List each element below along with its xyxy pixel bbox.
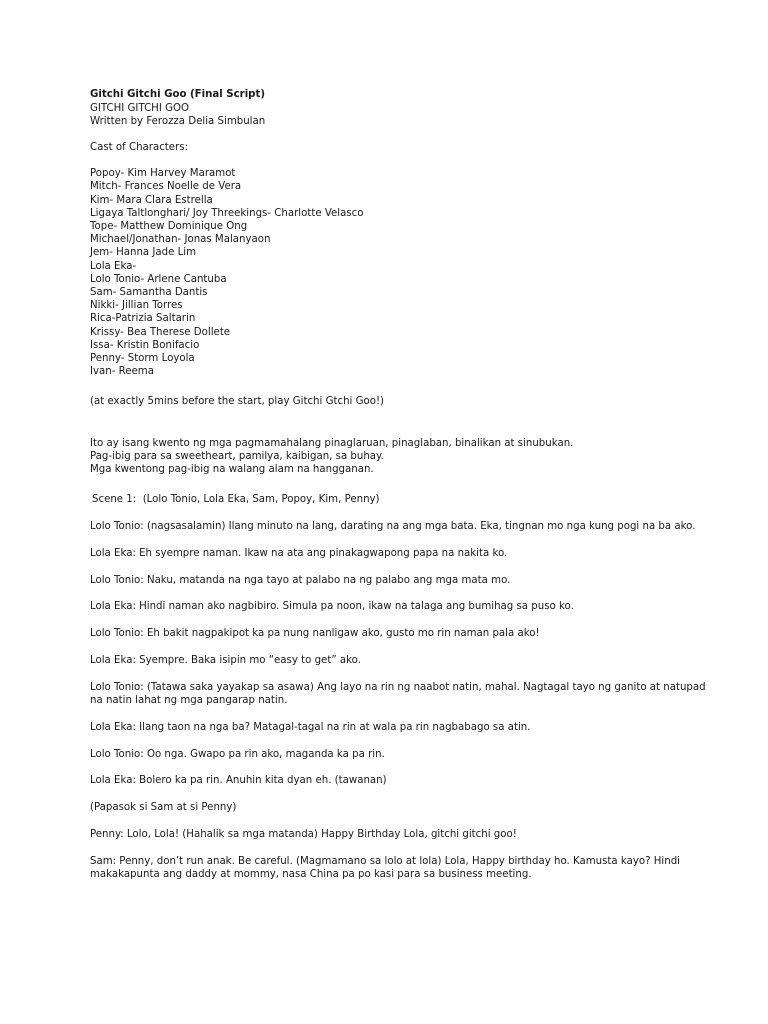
intro-paragraph	[90, 437, 710, 477]
dialogue-line	[90, 801, 710, 814]
cast-entry: Issa- Kristin Bonifacio	[90, 339, 200, 351]
dialogue-line	[90, 627, 710, 640]
dialogue-text: Lola Eka: Syempre. Baka isipin mo “easy to get” ako.	[90, 654, 361, 666]
cast-entry: Lolo Tonio- Arlene Cantuba	[90, 273, 227, 285]
document-subtitle: GITCHI GITCHI GOO	[90, 102, 190, 114]
scene-heading: Scene 1: (Lolo Tonio, Lola Eka, Sam, Popoy, Kim, Penny)	[92, 494, 380, 506]
dialogue-line	[90, 828, 710, 841]
cast-entry: Michael/Jonathan- Jonas Malanyaon	[90, 234, 271, 246]
cast-entry: Ligaya Taltlonghari/ Joy Threekings- Charlotte Velasco	[90, 207, 364, 219]
cast-entry: Kim- Mara Clara Estrella	[90, 194, 213, 206]
intro-line: Pag-ibig para sa sweetheart, pamilya, kaibigan, sa buhay.	[90, 450, 384, 462]
dialogue-line	[90, 748, 710, 761]
stage-note: (at exactly 5mins before the start, play Gitchi Gtchi Goo!)	[90, 396, 385, 408]
cast-entry: Ivan- Reema	[90, 366, 154, 378]
cast-entry: Jem- Hanna Jade Lim	[90, 247, 197, 259]
dialogue-text: Lola Eka: Bolero ka pa rin. Anuhin kita dyan eh. (tawanan)	[90, 775, 387, 787]
dialogue-text: Lola Eka: Eh syempre naman. Ikaw na ata ang pinakagwapong papa na nakita ko.	[90, 547, 508, 559]
dialogue-section	[90, 506, 710, 881]
dialogue-line	[90, 855, 710, 881]
document-page	[90, 88, 710, 881]
dialogue-line	[90, 654, 710, 667]
cast-entry: Sam- Samantha Dantis	[90, 286, 208, 298]
dialogue-text: makakapunta ang daddy at mommy, nasa China pa po kasi para sa business meeting.	[90, 868, 532, 880]
dialogue-text: Penny: Lolo, Lola! (Hahalik sa mga matanda) Happy Birthday Lola, gitchi gitchi goo!	[90, 828, 517, 840]
dialogue-text: Sam: Penny, don’t run anak. Be careful. (Magmamano sa lolo at lola) Lola, Happy birthday ho. Kamusta kayo? Hindi	[90, 855, 680, 867]
dialogue-line	[90, 547, 710, 560]
dialogue-text: Lola Eka: Ilang taon na nga ba? Matagal-tagal na rin at wala pa rin nagbabago sa atin.	[90, 721, 531, 733]
dialogue-line	[90, 600, 710, 613]
dialogue-text: Lolo Tonio: (Tatawa saka yayakap sa asawa) Ang layo na rin ng naabot natin, mahal. Nagtagal tayo ng ganito at natupad	[90, 681, 706, 693]
dialogue-text: Lola Eka: Hindi naman ako nagbibiro. Simula pa noon, ikaw na talaga ang bumihag sa puso ko.	[90, 601, 574, 613]
cast-heading: Cast of Characters:	[90, 141, 188, 153]
cast-entry: Popoy- Kim Harvey Maramot	[90, 168, 236, 180]
document-author: Written by Ferozza Delia Simbulan	[90, 115, 266, 127]
dialogue-text: Lolo Tonio: Oo nga. Gwapo pa rin ako, maganda ka pa rin.	[90, 748, 385, 760]
cast-entry: Mitch- Frances Noelle de Vera	[90, 181, 242, 193]
cast-entry: Nikki- Jillian Torres	[90, 300, 183, 312]
dialogue-line	[90, 774, 710, 787]
dialogue-line	[90, 721, 710, 734]
dialogue-text: Lolo Tonio: Naku, matanda na nga tayo at palabo na ng palabo ang mga mata mo.	[90, 574, 511, 586]
cast-entry: Lola Eka-	[90, 260, 137, 272]
cast-entry: Tope- Matthew Dominique Ong	[90, 220, 248, 232]
intro-line: Mga kwentong pag-ibig na walang alam na hangganan.	[90, 463, 374, 475]
dialogue-text: na natin lahat ng mga pangarap natin.	[90, 694, 288, 706]
cast-list	[90, 167, 710, 378]
cast-entry: Rica-Patrizia Saltarin	[90, 313, 196, 325]
cast-entry: Krissy- Bea Therese Dollete	[90, 326, 231, 338]
dialogue-text: (Papasok si Sam at si Penny)	[90, 802, 237, 814]
dialogue-line	[90, 520, 710, 533]
document-title: Gitchi Gitchi Goo (Final Script)	[90, 89, 265, 100]
dialogue-text: Lolo Tonio: Eh bakit nagpakipot ka pa nung nanligaw ako, gusto mo rin naman pala ako!	[90, 628, 540, 640]
dialogue-line	[90, 574, 710, 587]
cast-entry: Penny- Storm Loyola	[90, 352, 195, 364]
dialogue-line	[90, 681, 710, 707]
intro-line: Ito ay isang kwento ng mga pagmamahalang pinaglaruan, pinaglaban, binalikan at sinubukan.	[90, 437, 574, 449]
dialogue-text: Lolo Tonio: (nagsasalamin) Ilang minuto na lang, darating na ang mga bata. Eka, tingnan mo nga kung pogi na ba ako.	[90, 520, 696, 532]
